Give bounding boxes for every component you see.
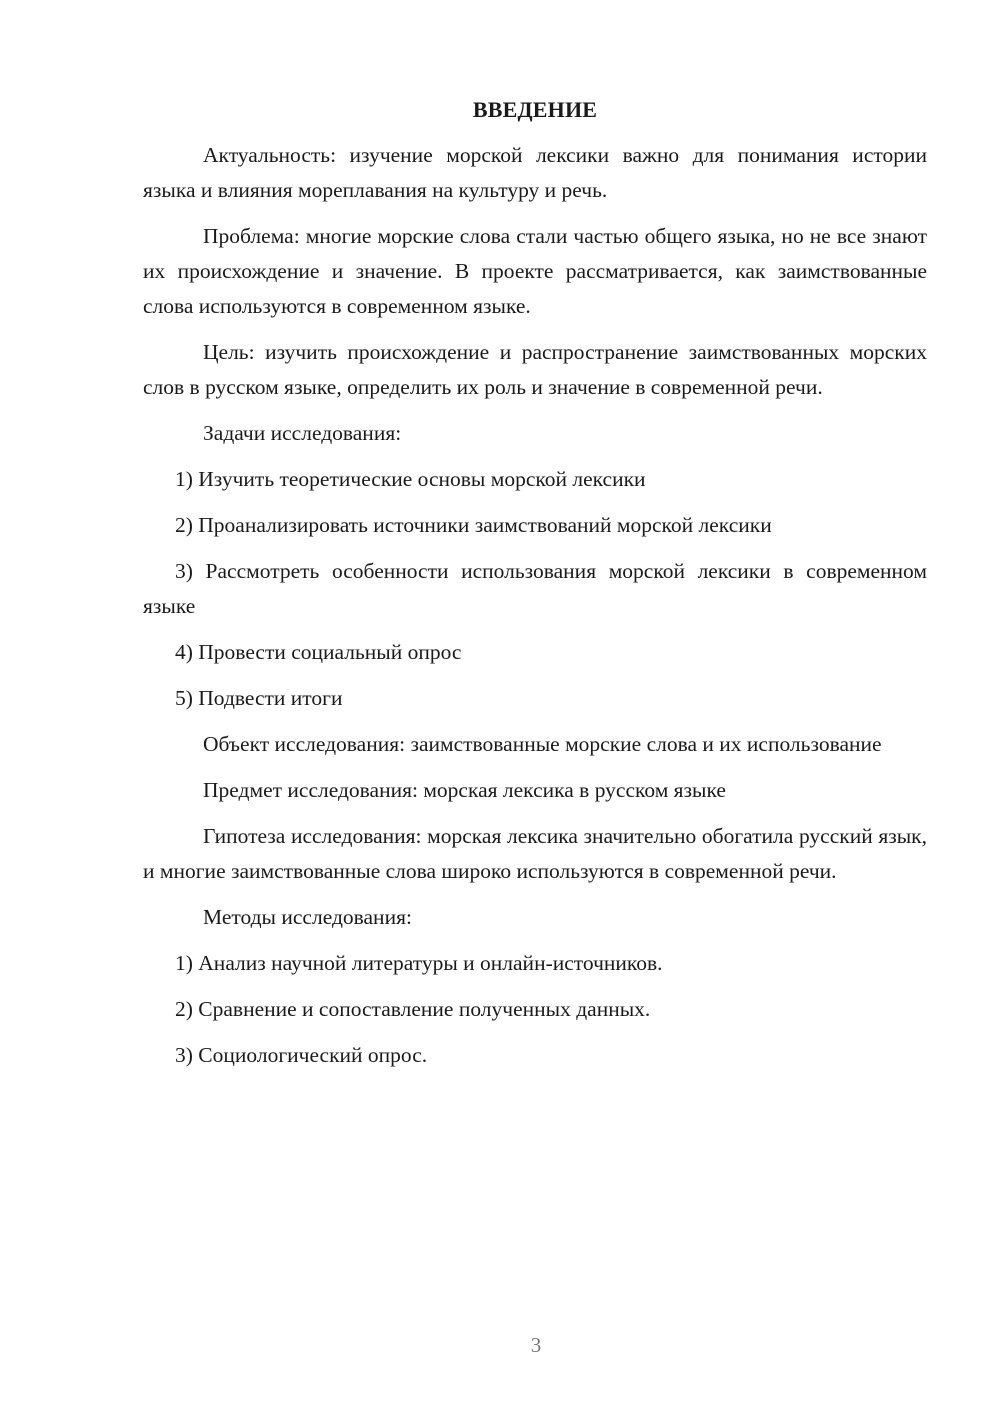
hypothesis-paragraph: Гипотеза исследования: морская лексика значительно обогатила русский язык, и многие заимствованные слова широко используются в современной речи. bbox=[143, 824, 927, 883]
task-item-3: 3) Рассмотреть особенности использования морской лексики в современном языке bbox=[143, 559, 927, 618]
relevance-paragraph: Актуальность: изучение морской лексики важно для понимания истории языка и влияния мореплавания на культуру и речь. bbox=[143, 143, 927, 202]
task-item-1: 1) Изучить теоретические основы морской лексики bbox=[175, 467, 646, 491]
task-item-2: 2) Проанализировать источники заимствований морской лексики bbox=[175, 513, 772, 537]
method-item-3: 3) Социологический опрос. bbox=[175, 1043, 428, 1067]
method-item-1: 1) Анализ научной литературы и онлайн-источников. bbox=[175, 951, 663, 975]
task-item-5: 5) Подвести итоги bbox=[175, 686, 343, 710]
object-paragraph: Объект исследования: заимствованные морские слова и их использование bbox=[203, 732, 882, 756]
page-number: 3 bbox=[530, 1333, 542, 1357]
task-item-4: 4) Провести социальный опрос bbox=[175, 640, 462, 664]
subject-paragraph: Предмет исследования: морская лексика в русском языке bbox=[203, 778, 726, 802]
method-item-2: 2) Сравнение и сопоставление полученных данных. bbox=[175, 997, 651, 1021]
goal-paragraph: Цель: изучить происхождение и распространение заимствованных морских слов в русском языке, определить их роль и значение в современной речи. bbox=[143, 340, 927, 399]
methods-heading: Методы исследования: bbox=[203, 905, 412, 929]
problem-paragraph: Проблема: многие морские слова стали частью общего языка, но не все знают их происхождение и значение. В проекте рассматривается, как заимствованные слова используются в современном языке. bbox=[143, 224, 927, 318]
tasks-heading: Задачи исследования: bbox=[203, 421, 402, 445]
page-title: ВВЕДЕНИЕ bbox=[472, 97, 598, 122]
document-page bbox=[143, 92, 927, 1084]
